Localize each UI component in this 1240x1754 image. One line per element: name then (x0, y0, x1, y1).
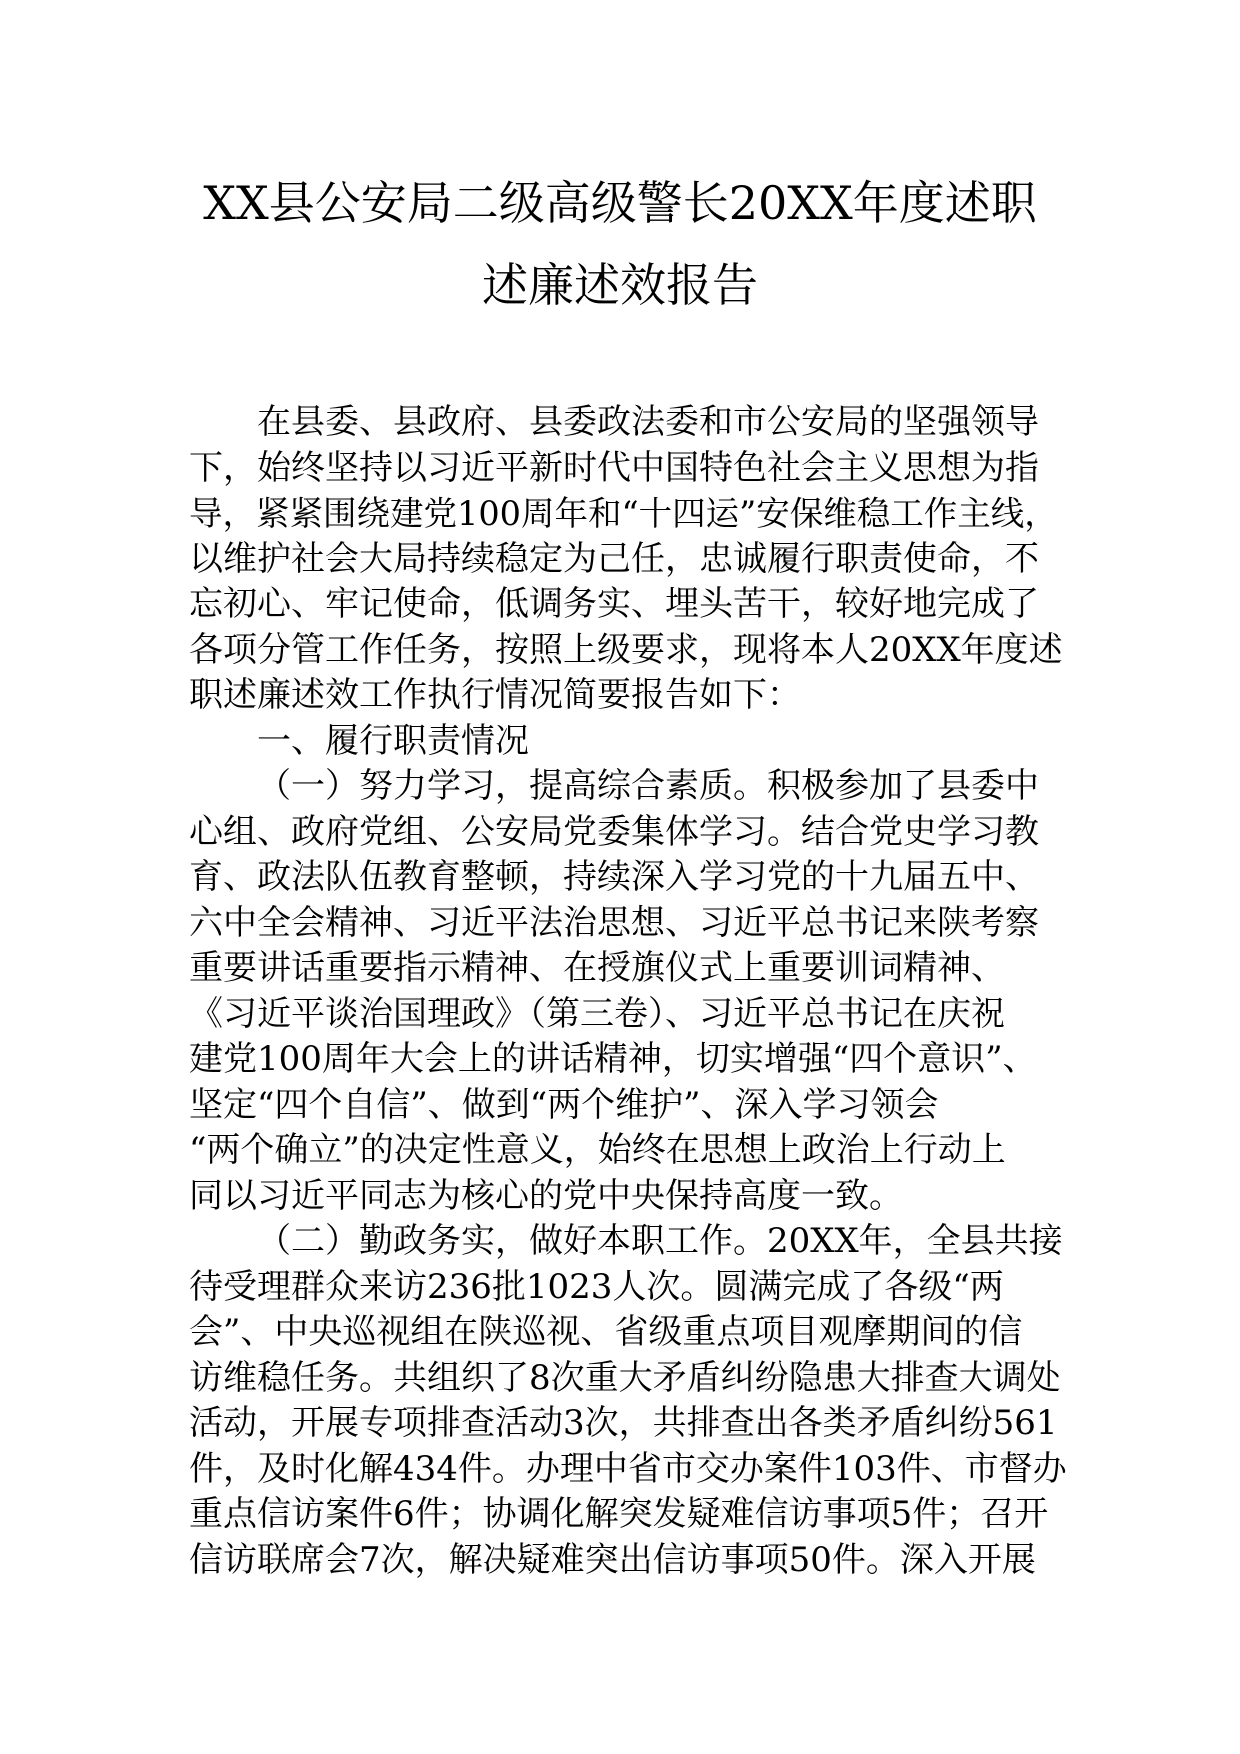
body-text-line: 同以习近平同志为核心的党中央保持高度一致。 (189, 1175, 903, 1216)
body-text-line: 《习近平谈治国理政》（第三卷）、习近平总书记在庆祝 (189, 993, 1005, 1034)
body-text-line: 信访联席会7次，解决疑难突出信访事项50件。深入开展 (189, 1539, 1036, 1580)
body-text-line: 职述廉述效工作执行情况简要报告如下： (189, 675, 801, 715)
body-text-line: 心组、政府党组、公安局党委集体学习。结合党史学习教 (189, 811, 1039, 852)
body-text-line: 活动，开展专项排查活动3次，共排查出各类矛盾纠纷561 (189, 1403, 1058, 1443)
body-text-line: 下，始终坚持以习近平新时代中国特色社会主义思想为指 (189, 447, 1039, 488)
title-line-1: XX县公安局二级高级警长20XX年度述职 (203, 176, 1037, 230)
body-text-line: 在县委、县政府、县委政法委和市公安局的坚强领导 (257, 402, 1039, 442)
body-text-line: （二）勤政务实，做好本职工作。20XX年，全县共接 (257, 1221, 1063, 1261)
body-text-line: 重点信访案件6件；协调化解突发疑难信访事项5件；召开 (189, 1494, 1049, 1534)
body-text-line: 建党100周年大会上的讲话精神，切实增强“四个意识”、 (189, 1039, 1037, 1079)
body-text-line: 育、政法队伍教育整顿，持续深入学习党的十九届五中、 (189, 857, 1039, 897)
body-text-line: “两个确立”的决定性意义，始终在思想上政治上行动上 (189, 1130, 1006, 1170)
body-text-line: 重要讲话重要指示精神、在授旗仪式上重要训词精神、 (189, 948, 1005, 988)
body-text-line: 访维稳任务。共组织了8次重大矛盾纠纷隐患大排查大调处 (189, 1357, 1061, 1398)
body-text-line: 忘初心、牢记使命，低调务实、埋头苦干，较好地完成了 (189, 584, 1039, 624)
body-text-line: 坚定“四个自信”、做到“两个维护”、深入学习领会 (189, 1084, 939, 1125)
body-text-line: 待受理群众来访236批1023人次。圆满完成了各级“两 (189, 1266, 1004, 1307)
document-body (189, 400, 1069, 1583)
title-line-2: 述廉述效报告 (482, 258, 758, 312)
body-text-line: 导，紧紧围绕建党100周年和“十四运”安保维稳工作主线， (189, 494, 1058, 533)
document-title (150, 176, 1090, 312)
body-text-line: 六中全会精神、习近平法治思想、习近平总书记来陕考察 (189, 902, 1039, 943)
body-text-line: 会”、中央巡视组在陕巡视、省级重点项目观摩期间的信 (189, 1312, 1023, 1352)
body-text-line: 各项分管工作任务，按照上级要求，现将本人20XX年度述 (189, 629, 1063, 670)
body-text-line: 一、履行职责情况 (257, 720, 529, 761)
body-text-line: 件，及时化解434件。办理中省市交办案件103件、市督办 (189, 1448, 1067, 1489)
body-text-line: （一）努力学习，提高综合素质。积极参加了县委中 (257, 766, 1039, 806)
body-text-line: 以维护社会大局持续稳定为己任，忠诚履行职责使命，不 (189, 538, 1039, 579)
